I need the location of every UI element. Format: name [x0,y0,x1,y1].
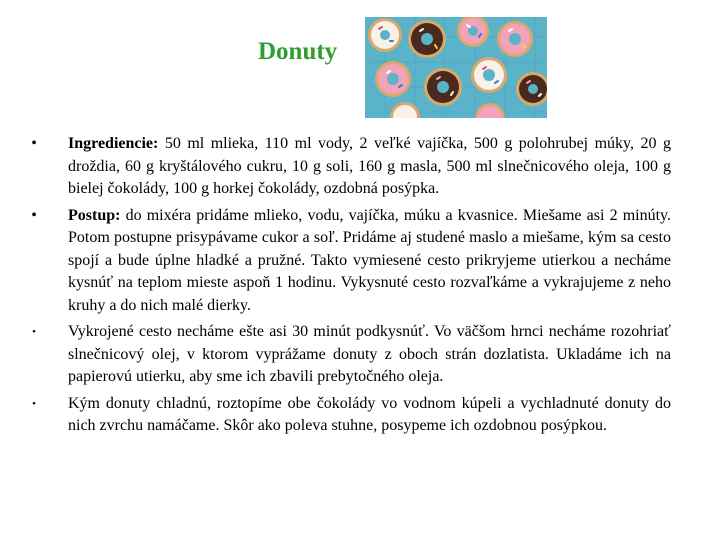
procedure-text: do mixéra pridáme mlieko, vodu, vajíčka, múku a kvasnice. Miešame asi 2 minúty. Potom postupne prisypávame cukor a soľ. Pridáme aj studené maslo a miešame, kým sa cesto spojí a bude úplne hladké a pružné. Takto vymiesené cesto prikryjeme utierkou a necháme kysnúť na teplom mieste aspoň 1 hodinu. Vykysnuté cesto rozvaľkáme a vykrajujeme z neho kruhy a do nich malé dierky. [68,206,671,314]
bullet: • [31,135,37,152]
frying-text: Vykrojené cesto necháme ešte asi 30 minút podkysnúť. Vo väčšom hrnci necháme rozohriať slnečnicový olej, v ktorom vyprážame donuty z oboch strán dozlatista. Ukladáme ich na papierovú utierku, aby sme ich zbavili prebytočného oleja. [68,323,671,385]
list-item-frying [28,321,671,389]
bullet: • [32,326,36,338]
recipe-list [28,133,671,442]
procedure-label: Postup: [68,206,121,224]
list-item-procedure [28,205,671,318]
ingredients-text: 50 ml mlieka, 110 ml vody, 2 veľké vajíčka, 500 g polohrubej múky, 20 g droždia, 60 g kryštálového cukru, 10 g soli, 160 g masla, 500 ml slnečnicového oleja, 100 g bielej čokolády, 100 g horkej čokolády, ozdobná posýpka. [68,135,671,197]
bullet: • [32,397,36,410]
list-item-glazing [28,393,671,438]
donuts-photo [365,17,547,118]
ingredients-label: Ingrediencie: [68,135,159,152]
slide-title: Donuty [258,38,338,65]
donuts-photo-icon [365,17,547,118]
list-item-ingredients [28,133,671,201]
glazing-text: Kým donuty chladnú, roztopíme obe čokolády vo vodnom kúpeli a vychladnuté donuty do nich zvrchu namáčame. Skôr ako poleva stuhne, posypeme ich ozdobnou posýpkou. [68,394,671,434]
bullet: • [31,206,37,224]
